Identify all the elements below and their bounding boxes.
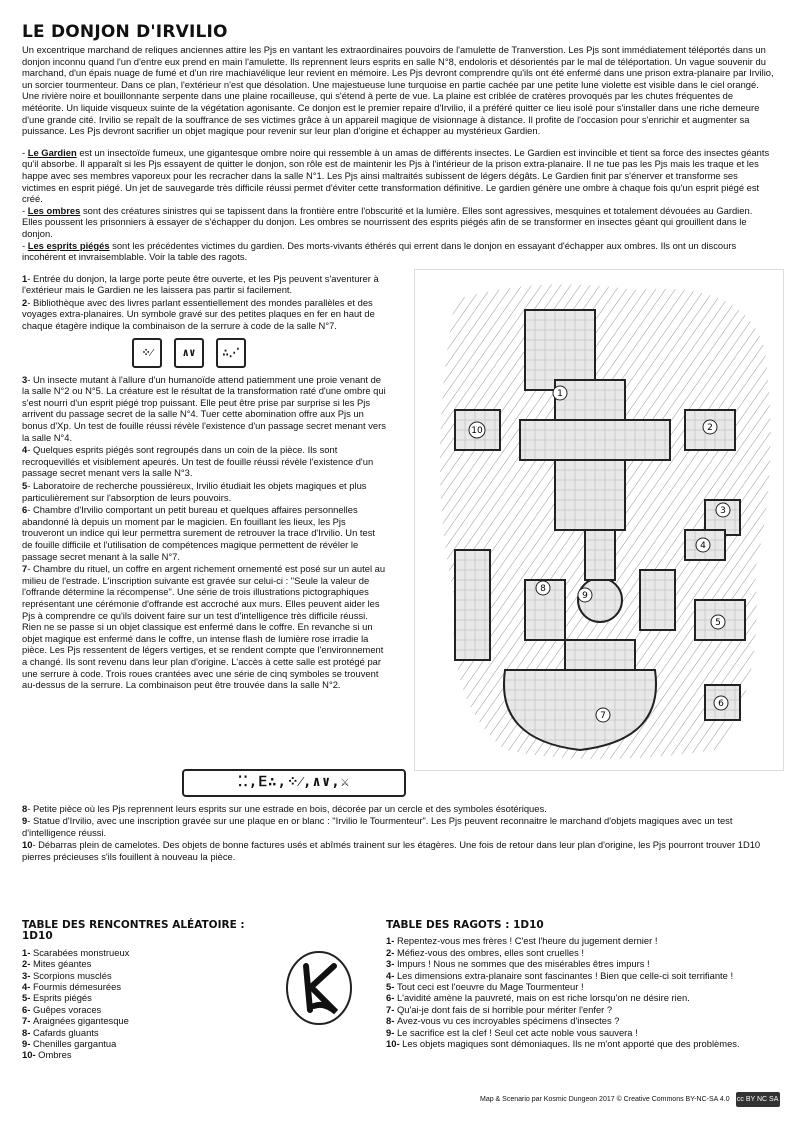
rooms-left-column: [22, 273, 388, 692]
table-row: [386, 958, 776, 969]
room-number: 3: [22, 373, 28, 385]
row-dash: -: [391, 935, 397, 947]
room-entry: [22, 297, 388, 332]
symbol-plate: ⁘⁄: [132, 338, 162, 368]
room-entry: [22, 803, 774, 815]
room-number: 2: [22, 296, 28, 308]
row-number: 5: [386, 981, 392, 993]
row-text: Méfiez-vous des ombres, elles sont cruelles !: [396, 946, 585, 958]
row-dash: -: [391, 969, 397, 981]
row-text: Impurs ! Nous ne sommes que des misérables êtres impurs !: [396, 958, 650, 970]
row-text: Le sacrifice est la clef ! Seul cet acte noble vous sauvera !: [396, 1026, 638, 1038]
table-row: [22, 992, 272, 1003]
room-description: - Laboratoire de recherche poussiéreux, Irvilio étudiait les objets magiques et plus particulièrement sur l'absorption de leurs pouvoirs.: [22, 480, 367, 503]
room-description: - Quelques esprits piégés sont regroupés dans un coin de la pièce. Ils sont recroquevillés et visiblement apeurés. Un test de fouille réussi révèle l'existence d'un passage secret menant vers la salle N°3.: [22, 444, 374, 479]
room-number: 10: [22, 839, 33, 851]
table-row: [22, 1004, 272, 1015]
row-dash: -: [27, 969, 33, 981]
table-row: [386, 1004, 776, 1015]
page-title: LE DONJON D'IRVILIO: [22, 22, 228, 42]
svg-text:9: 9: [582, 590, 588, 601]
room-entry: [22, 504, 388, 562]
row-number: 8: [386, 1015, 392, 1027]
map-label: [714, 696, 728, 710]
row-text: Scorpions musclés: [32, 969, 112, 981]
row-dash: -: [27, 1003, 33, 1015]
row-text: Tout ceci est l'oeuvre du Mage Tourmenteur !: [396, 981, 584, 993]
row-number: 6: [22, 1003, 28, 1015]
library-symbols: [22, 338, 388, 368]
room-number: 4: [22, 444, 28, 456]
rooms-and-map: [22, 273, 774, 761]
row-number: 2: [386, 946, 392, 958]
row-number: 5: [22, 992, 28, 1004]
row-text: Qu'ai-je dont fais de si horrible pour mériter l'enfer ?: [396, 1003, 613, 1015]
row-text: Les dimensions extra-planaire sont fascinantes ! Bien que celle-ci soit terrifiante !: [396, 969, 734, 981]
encounters-table: [22, 920, 272, 1061]
row-dash: -: [32, 1049, 39, 1061]
room-description: - Petite pièce où les Pjs reprennent leurs esprits sur une estrade en bois, décorée par un cercle et des symboles ésotériques.: [27, 802, 547, 814]
cc-license-badge: cc BY NC SA: [736, 1092, 780, 1107]
table-row: [386, 1027, 776, 1038]
map-label: [596, 708, 610, 722]
row-dash: -: [391, 958, 397, 970]
map-label: [469, 422, 485, 438]
creature-description: est un insectoïde fumeux, une gigantesque ombre noire qui ressemble à un amas de différents insectes. Le Gardien est invincible et tient sa force des insectes géants qu'il absorbe. Il apparaît si les Pjs essayent de quitter le donjon, son rôle est de maintenir les Pjs à l'intérieur de la prison extra-planaire. Il ne tue pas les Pjs mais les traque et les happe avec ses membres vaporeux pour les recracher dans la salle N°1. Les Pjs ainsi maltraités subissent de légers dégâts. Le Gardien finit par s'énerver et transforme ses victimes en esprit piégé. Un jet de sauvegarde très difficile réussi permet d'éviter cette transformation définitive. Le gardien génère une ombre à chaque fois qu'un esprit piégé est créé.: [22, 146, 770, 205]
room-number: 6: [22, 504, 28, 516]
map-label: [716, 503, 730, 517]
creature-name: Les esprits piégés: [27, 239, 110, 251]
table-row: [22, 947, 272, 958]
dungeon-map: [414, 269, 784, 771]
table-row: [22, 1015, 272, 1026]
map-label: [553, 386, 567, 400]
row-text: Fourmis démesurées: [32, 981, 122, 993]
table-row: [386, 935, 776, 946]
row-number: 7: [22, 1015, 28, 1027]
symbol-plate: ∧∨: [174, 338, 204, 368]
tables: [22, 920, 774, 1100]
rumors-table: [386, 920, 776, 1049]
row-text: Scarabées monstrueux: [32, 946, 130, 958]
page: [22, 22, 774, 864]
map-label: [703, 420, 717, 434]
room-entry: [22, 563, 388, 691]
table-row: [22, 1049, 272, 1060]
room-number: 8: [22, 802, 28, 814]
svg-text:10: 10: [471, 425, 483, 436]
table-row: [386, 992, 776, 1003]
code-combination: ⁚⁚,𝖤∴,⁘⁄,∧∨,⚔: [182, 769, 406, 797]
row-text: Avez-vous vu ces incroyables spécimens d'insectes ?: [396, 1015, 620, 1027]
row-number: 10: [386, 1038, 397, 1050]
table-row: [22, 1027, 272, 1038]
room-number: 7: [22, 563, 28, 575]
table-row: [386, 947, 776, 958]
room-description: - Un insecte mutant à l'allure d'un humanoïde attend patiemment une proie venant de la salle N°2 ou N°5. La créature est le résultat de la transformation raté d'une ombre qui s'est nourri d'un esprit piégé trop puissant. Elle peut être prise par surprise si les Pjs arrivent du passage secret de la salle N°4. Tuer cette abomination offre aux Pjs un bonus d'Xp. Un test de fouille réussi révèle l'existence d'un passage secret menant vers la salle N°4.: [22, 373, 386, 443]
creatures-section: [22, 147, 774, 263]
svg-text:4: 4: [700, 540, 706, 551]
row-dash: -: [391, 946, 397, 958]
map-label: [578, 588, 592, 602]
table-row: [386, 1038, 776, 1049]
row-dash: -: [391, 1003, 397, 1015]
row-number: 9: [22, 1038, 28, 1050]
table-row: [22, 981, 272, 992]
row-dash: -: [391, 992, 397, 1004]
creature-prefix: -: [22, 204, 28, 216]
row-text: Araignées gigantesque: [32, 1015, 129, 1027]
row-text: Guêpes voraces: [32, 1003, 102, 1015]
intro-text: Un excentrique marchand de reliques anciennes attire les Pjs en vantant les extraordinaires pouvoirs de l'amulette de Tranverstion. Les Pjs sont immédiatement téléportés dans un donjon inconnu quand l'un d'entre eux prend en main l'amulette. Ils reprennent leurs esprits en salle N°8, endoloris et désorientés par le mal de téléportation. Un vague souvenir du marchand, d'un épais nuage de fumé et d'un rire machiavélique leur revient en mémoire. Les Pjs devront comprendre qu'ils ont été enfermé dans une prison extra-planaire par Irvilio, un sorcier tourmenteur. Dans ce plan, l'extérieur n'est que désolation. Une majestueuse lune turquoise en partie cachée par une petite lune violette est visible dans le ciel orangé. Une rivière noire et bouillonnante serpente dans une plaine rocailleuse, qui s'étend à perte de vue. La plaine est criblée de cratères provoqués par les chutes fréquentes de météorite. Un liquide visqueux suinte de la végétation agonisante. Ce donjon est le premier repaire d'Irvilio, il a préféré quitter ce lieu isolé pour s'installer dans une riche demeure d'une grande cité. Irvilio se repaît de la souffrance de ses victimes grâce à un appareil magique de visionnage à distance. Il profite de l'occasion pour s'enrichir et augmenter sa puissance. Les Pjs devront sacrifier un objet magique pour revenir sur leur plan d'origine et échapper au mystérieux Gardien.: [22, 44, 774, 137]
creature-entry: [22, 147, 774, 205]
row-text: Ombres: [38, 1049, 72, 1061]
table-row: [386, 970, 776, 981]
row-dash: -: [396, 1038, 403, 1050]
row-number: 3: [22, 969, 28, 981]
symbol-plate: ∴⋰: [216, 338, 246, 368]
table-row: [22, 958, 272, 969]
kosmic-logo: [284, 948, 354, 1028]
room-number: 9: [22, 815, 28, 827]
creature-prefix: -: [22, 146, 28, 158]
row-number: 3: [386, 958, 392, 970]
room-description: - Bibliothèque avec des livres parlant essentiellement des mondes parallèles et des voyages extra-planaires. Un symbole gravé sur des petites plaques en fer en haut de chaque étagère indique la combinaison de la serrure à code de la salle N°7.: [22, 296, 375, 332]
encounters-title: TABLE DES RENCONTRES ALÉATOIRE : 1D10: [22, 919, 245, 943]
creature-name: Les ombres: [27, 204, 81, 216]
table-row: [386, 981, 776, 992]
room-entry: [22, 815, 774, 838]
row-text: Les objets magiques sont démoniaques. Ils ne m'ont apporté que des problèmes.: [402, 1038, 740, 1050]
row-number: 9: [386, 1026, 392, 1038]
svg-text:8: 8: [540, 583, 546, 594]
svg-text:3: 3: [720, 505, 726, 516]
creature-entry: [22, 205, 774, 240]
row-number: 4: [386, 969, 392, 981]
svg-text:2: 2: [707, 422, 713, 433]
room-description: - Chambre du rituel, un coffre en argent richement ornementé est posé sur un autel au milieu de l'estrade. L'inscription suivante est gravée sur celui-ci : "Seule la valeur de l'offrande détermine la récompense". Une série de trois illustrations pictographiques représentant une cérémonie d'offrande est accroché aux murs. Elles peuvent aider les Pjs à comprendre ce qu'ils doivent faire sur un test d'intelligence très difficile réussi. Rien ne se passe si un objet classique est enfermé dans le coffre. En revanche si un objet magique est enfermé dans le coffre, un intense flash de lumière rose irradie la pièce. Les Pjs ressentent de légers vertiges, et se rendent compte que l'environnement a changé. Ils sont revenu dans leur plan d'origine. L'accès à cette salle est protégé par une serrure à code. Trois roues crantées avec une série de cinq symboles se trouvent au-dessus de la serrure. La combinaison peut être trouvée dans la salle N°2.: [22, 563, 386, 691]
row-text: Cafards gluants: [32, 1026, 99, 1038]
row-number: 10: [22, 1049, 33, 1061]
row-dash: -: [27, 992, 33, 1004]
row-text: Chenilles gargantua: [32, 1038, 117, 1050]
row-text: L'avidité amène la pauvreté, mais on est riche lorsqu'on ne désire rien.: [396, 992, 690, 1004]
svg-text:7: 7: [600, 710, 606, 721]
room-entry: [22, 480, 388, 503]
row-dash: -: [27, 981, 33, 993]
row-dash: -: [27, 1026, 33, 1038]
footer-credit: Map & Scenario par Kosmic Dungeon 2017 © Creative Commons BY-NC-SA 4.0: [480, 1096, 730, 1103]
row-dash: -: [27, 946, 33, 958]
row-number: 1: [22, 946, 28, 958]
row-number: 1: [386, 935, 392, 947]
row-number: 7: [386, 1003, 392, 1015]
creature-description: sont les précédentes victimes du gardien. Des morts-vivants éthérés qui errent dans le donjon en essayant d'échapper aux ombres. Ils ont un discours incohérent et invraisemblable. Voir la table des ragots.: [22, 239, 737, 263]
row-number: 6: [386, 992, 392, 1004]
row-number: 2: [22, 958, 28, 970]
map-label: [696, 538, 710, 552]
svg-text:5: 5: [715, 617, 721, 628]
creature-prefix: -: [22, 239, 28, 251]
row-dash: -: [27, 1038, 33, 1050]
row-text: Mites géantes: [32, 958, 92, 970]
rooms-bottom: [22, 803, 774, 863]
footer: [480, 1092, 780, 1107]
room-description: - Entrée du donjon, la large porte peute être ouverte, et les Pjs peuvent s'aventurer à l'extérieur mais le Gardien ne les laissera pas partir si facilement.: [22, 272, 379, 296]
row-number: 4: [22, 981, 28, 993]
row-dash: -: [27, 1015, 33, 1027]
row-text: Repentez-vous mes frères ! C'est l'heure du jugement dernier !: [396, 935, 658, 947]
row-text: Esprits piégés: [32, 992, 92, 1004]
map-label: [711, 615, 725, 629]
creature-entry: [22, 240, 774, 263]
room-entry: [22, 444, 388, 479]
svg-text:6: 6: [718, 698, 724, 709]
rumors-title: TABLE DES RAGOTS : 1D10: [386, 919, 544, 931]
row-dash: -: [27, 958, 33, 970]
row-dash: -: [391, 1026, 397, 1038]
table-row: [386, 1015, 776, 1026]
map-label: [536, 581, 550, 595]
row-number: 8: [22, 1026, 28, 1038]
row-dash: -: [391, 981, 397, 993]
table-row: [22, 970, 272, 981]
room-entry: [22, 839, 774, 862]
room-description: - Chambre d'Irvilio comportant un petit bureau et quelques affaires personnelles abandonné là depuis un moment par le magicien. En fouillant les lieux, les Pjs trouveront un indice qui leur permettra surement de retrouver la trace d'Irvilio. Un test de fouille difficile et l'utilisation de compétences magique permettent de révéler le passage secret menant à la salle N°7.: [22, 504, 375, 562]
svg-text:1: 1: [557, 388, 563, 399]
row-dash: -: [391, 1015, 397, 1027]
room-entry: [22, 374, 388, 444]
room-number: 5: [22, 480, 28, 491]
table-row: [22, 1038, 272, 1049]
room-number: 1: [22, 272, 28, 284]
room-entry: [22, 273, 388, 296]
room-description: - Débarras plein de camelotes. Des objets de bonne factures usés et abîmés trainent sur les étagères. Une fois de retour dans leur plan d'origine, les Pjs pourront trouver 1D10 pierres précieuses s'ils fouillent à nouveau la pièce.: [22, 839, 761, 863]
room-description: - Statue d'Irvilio, avec une inscription gravée sur une plaque en or blanc : "Irvilio le Tourmenteur". Les Pjs peuvent reconnaitre le marchand d'objets magiques avec un test d'intelligence réussi.: [22, 815, 733, 838]
creature-description: sont des créatures sinistres qui se tapissent dans la frontière entre l'obscurité et la lumière. Elles sont agressives, mesquines et totalement dévouées au Gardien. Elles poussent les prisonniers à essayer de s'échapper du donjon. Les ombres se nourrissent des esprits piégés afin de se transformer en insectes géant qui grouillent dans le donjon.: [22, 204, 753, 239]
creature-name: Le Gardien: [27, 146, 77, 158]
